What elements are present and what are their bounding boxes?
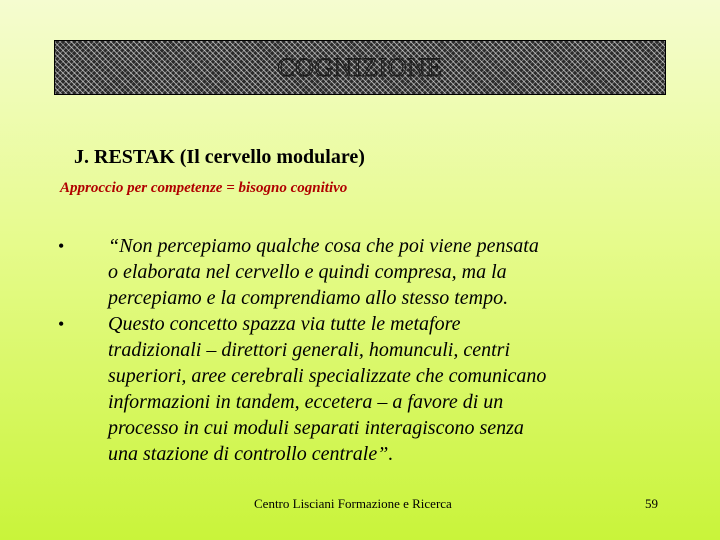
bullet-text-line: processo in cui moduli separati interagiscono senza: [108, 417, 524, 439]
bullet-text-line: percepiamo e la comprendiamo allo stesso tempo.: [108, 287, 509, 309]
bullet-text-line: superiori, aree cerebrali specializzate che comunicano: [108, 365, 547, 387]
bullet-list: [58, 233, 668, 467]
bullet-text-line: Questo concetto spazza via tutte le metafore: [108, 313, 461, 335]
bullet-item: [58, 233, 668, 311]
bullet-icon: •: [58, 314, 65, 334]
bullet-text-line: tradizionali – direttori generali, homunculi, centri: [108, 339, 511, 361]
bullet-item: [58, 311, 668, 467]
bullet-text-line: una stazione di controllo centrale”.: [108, 443, 394, 465]
bullet-text-line: “Non percepiamo qualche cosa che poi viene pensata: [108, 235, 539, 257]
slide-title: COGNIZIONE: [277, 52, 443, 82]
slide-tagline: Approccio per competenze = bisogno cognitivo: [60, 180, 348, 196]
bullet-text-line: informazioni in tandem, eccetera – a favore di un: [108, 391, 504, 413]
slide-footer: Centro Lisciani Formazione e Ricerca: [254, 496, 452, 511]
bullet-text-line: o elaborata nel cervello e quindi compresa, ma la: [108, 261, 507, 283]
bullet-icon: •: [58, 236, 65, 256]
title-banner: [54, 40, 666, 95]
slide-subtitle: J. RESTAK (Il cervello modulare): [74, 146, 365, 168]
page-number: 59: [645, 496, 658, 511]
